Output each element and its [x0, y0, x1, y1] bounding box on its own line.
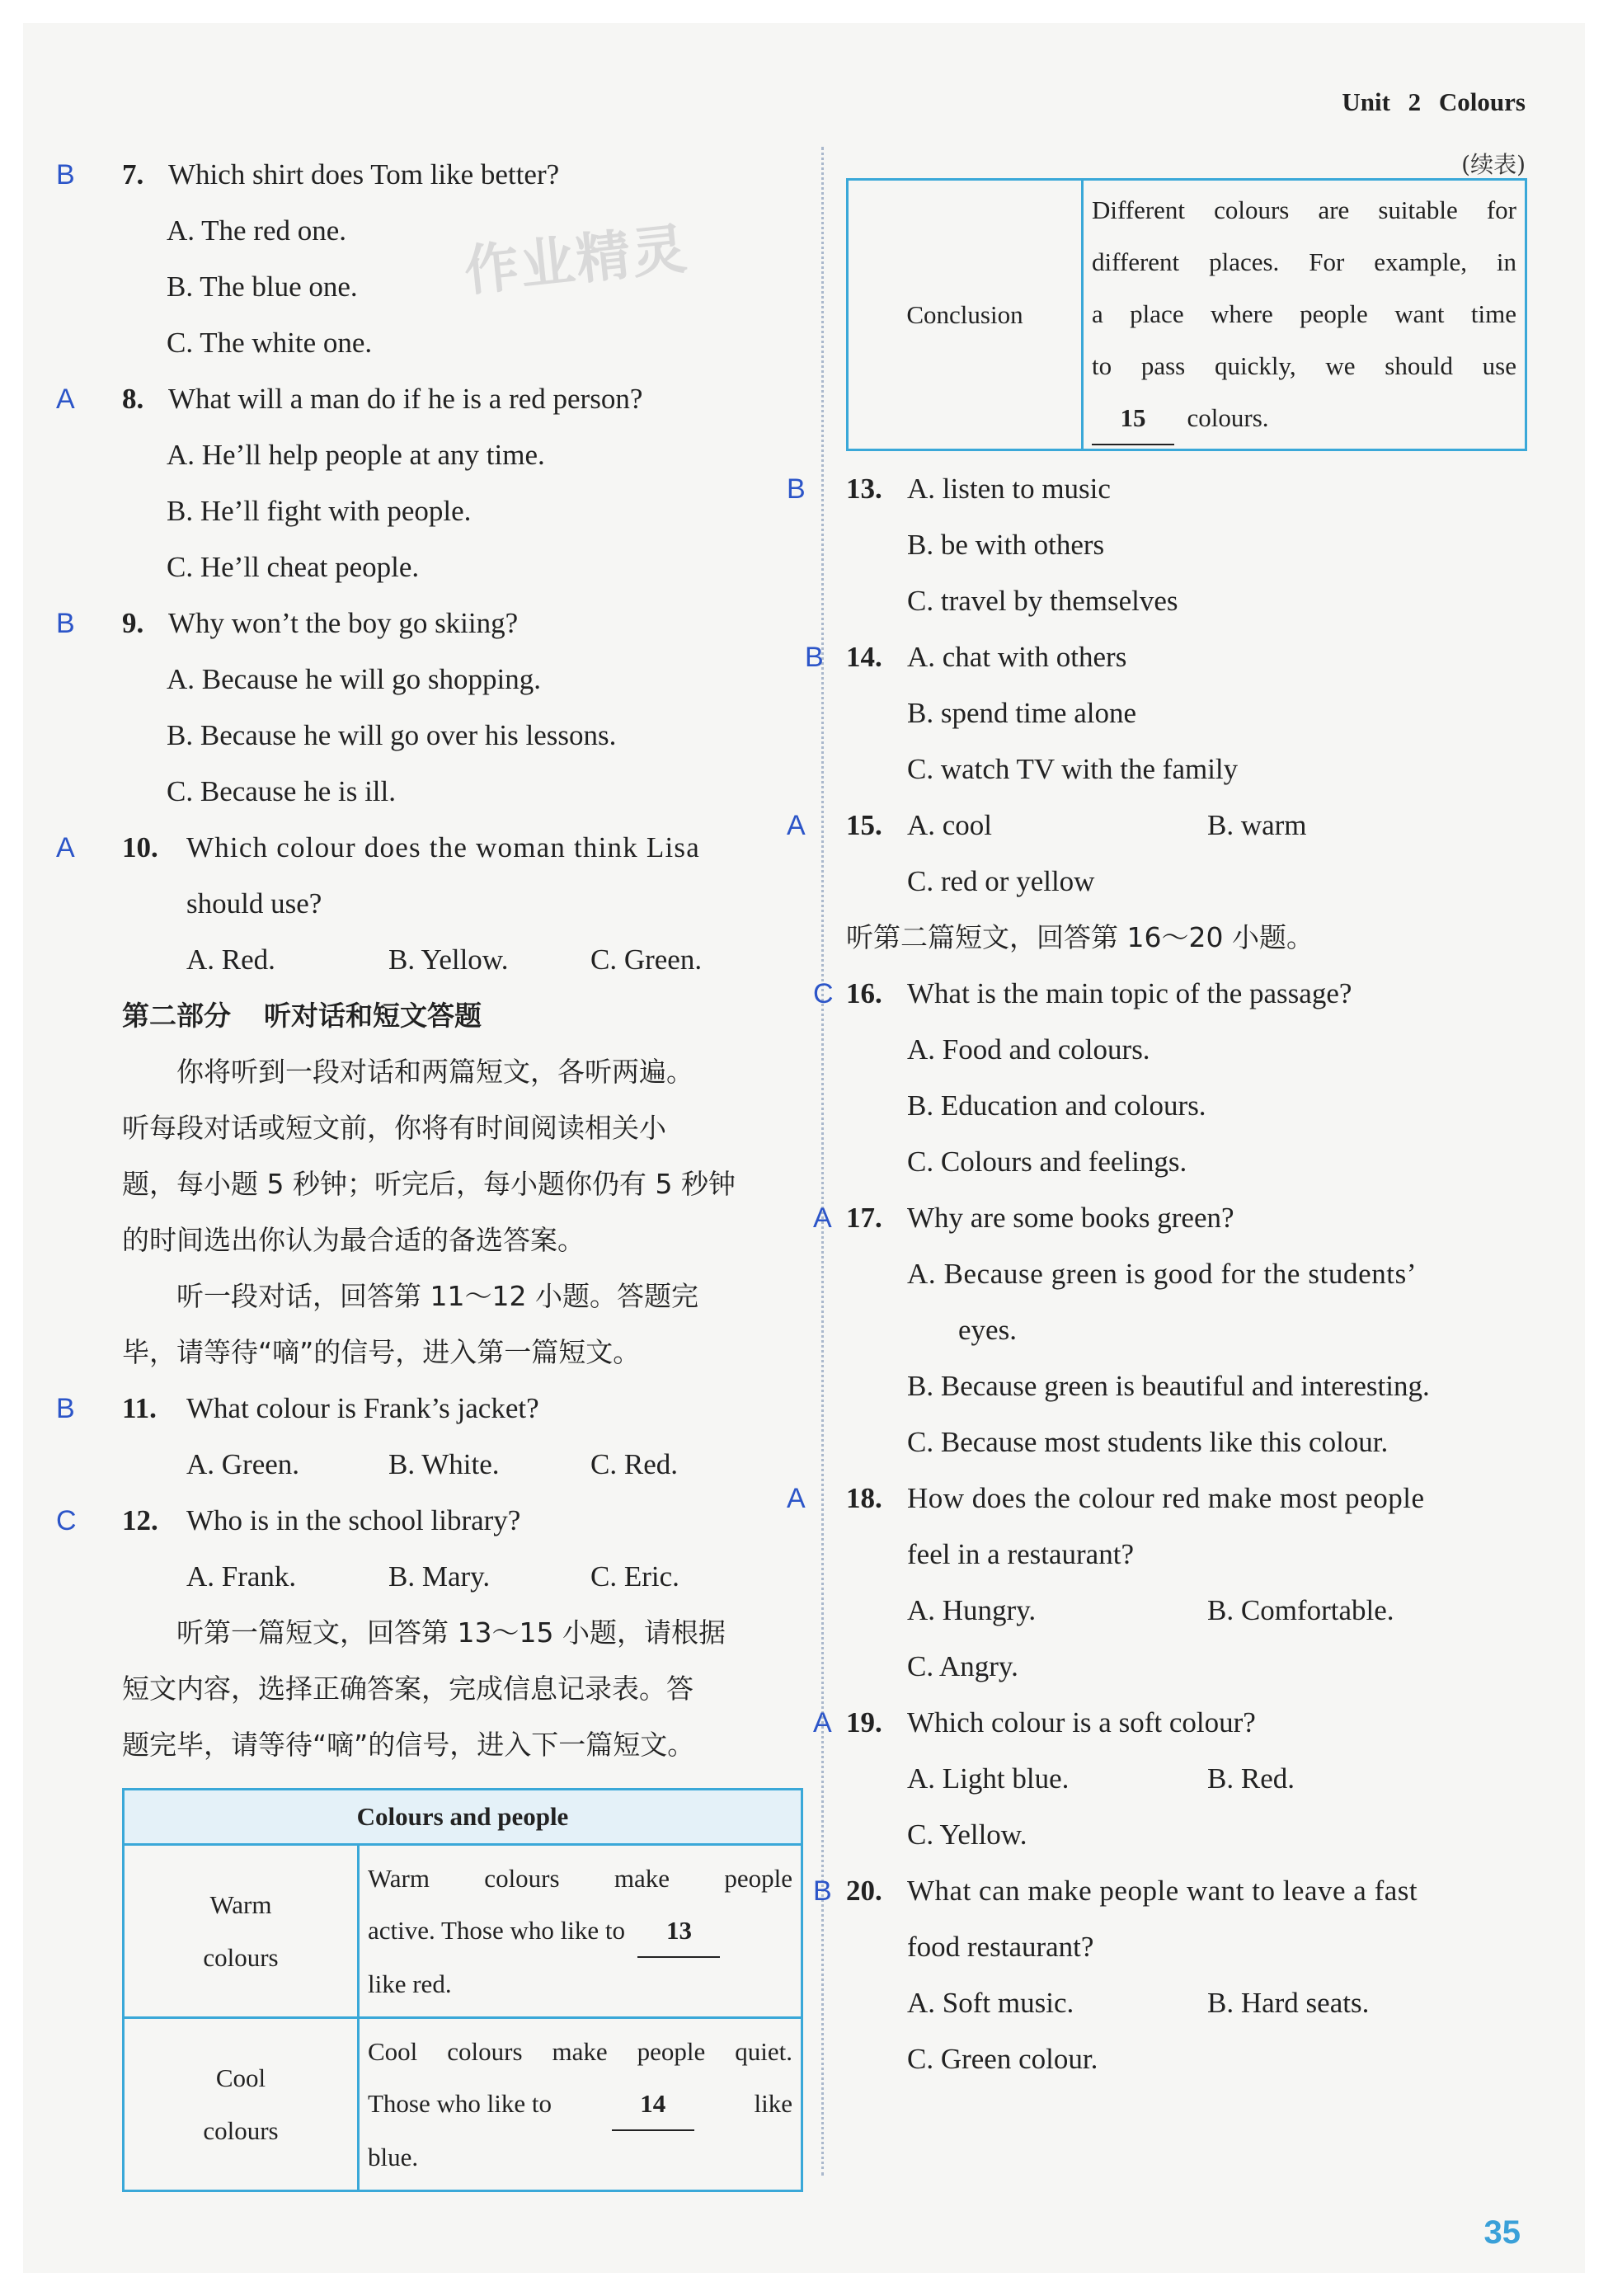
- conclusion-content: [1083, 180, 1526, 450]
- row-text: blue.: [368, 2143, 419, 2171]
- option: A. He’ll help people at any time.: [167, 439, 545, 471]
- option: A. Because he will go shopping.: [167, 663, 541, 695]
- question-number: 12.: [122, 1504, 158, 1536]
- section-heading: 听对话和短文答题: [264, 1000, 482, 1032]
- row-label-warm: [124, 1845, 359, 2018]
- blank-15: 15: [1092, 392, 1174, 445]
- row-text: like: [754, 2089, 792, 2118]
- answer-mark: C: [56, 1505, 77, 1536]
- passage1-instruction: 题完毕，请等待“嘀”的信号，进入下一篇短文。: [122, 1729, 695, 1761]
- passage2-instruction: 听第二篇短文，回答第 16～20 小题。: [846, 921, 1314, 953]
- row-text: like red.: [368, 1969, 452, 1998]
- page-number: 35: [1483, 2214, 1521, 2251]
- conclusion-label: Conclusion: [848, 180, 1083, 450]
- question-text: What will a man do if he is a red person?: [168, 383, 643, 415]
- answer-mark: A: [813, 1202, 832, 1234]
- passage1-instruction: 听第一篇短文，回答第 13～15 小题，请根据: [176, 1616, 726, 1649]
- question-text-cont: should use?: [186, 887, 322, 920]
- colours-people-table: [122, 1788, 803, 2192]
- question-number: 9.: [122, 607, 144, 639]
- row-content-warm: [359, 1845, 802, 2018]
- row-content-cool: [359, 2018, 802, 2191]
- question-text: How does the colour red make most people: [907, 1482, 1425, 1514]
- conclusion-table: [846, 178, 1527, 451]
- answer-mark: B: [805, 642, 824, 673]
- watermark: 作业精灵: [461, 216, 691, 303]
- option: C. travel by themselves: [907, 585, 1178, 617]
- option: B. be with others: [907, 529, 1105, 561]
- option: C. Because he is ill.: [167, 775, 397, 807]
- question-18: [787, 1470, 1530, 1695]
- question-text: Which colour does the woman think Lisa: [186, 831, 700, 863]
- option: A. Food and colours.: [907, 1033, 1150, 1066]
- answer-mark: A: [813, 1707, 832, 1738]
- option: B. Red.: [1207, 1762, 1295, 1795]
- option: A. Light blue.: [907, 1762, 1070, 1795]
- question-number: 14.: [846, 641, 882, 673]
- question-number: 16.: [846, 977, 882, 1009]
- question-20: [813, 1863, 1530, 2087]
- option: B. warm: [1207, 809, 1307, 841]
- continued-label: (续表): [1461, 151, 1526, 178]
- question-number: 18.: [846, 1482, 882, 1514]
- question-12: [56, 1493, 806, 1605]
- option: A. Hungry.: [907, 1594, 1037, 1626]
- option: B. Yellow.: [388, 943, 509, 976]
- question-16: [813, 966, 1530, 1190]
- question-text: What can make people want to leave a fast: [907, 1875, 1418, 1907]
- options-row: [122, 1549, 806, 1605]
- option: C. Eric.: [590, 1560, 679, 1593]
- question-10: [56, 820, 806, 988]
- answer-mark: B: [56, 159, 75, 191]
- options-row: [122, 1437, 806, 1493]
- unit-title: Colours: [1438, 87, 1526, 116]
- instruction-line: 你将听到一段对话和两篇短文，各听两遍。: [176, 1056, 694, 1088]
- question-19: [813, 1695, 1530, 1863]
- unit-label: Unit 2: [1342, 87, 1422, 116]
- blank-14: 14: [612, 2077, 694, 2131]
- option: B. Mary.: [388, 1560, 491, 1593]
- question-text: What is the main topic of the passage?: [907, 977, 1352, 1009]
- section-part: 第二部分: [122, 1000, 231, 1032]
- option: C. He’ll cheat people.: [167, 551, 420, 583]
- answer-mark: B: [56, 608, 75, 639]
- row-text: Warm colours make people: [368, 1864, 792, 1893]
- answer-mark: B: [813, 1875, 832, 1907]
- question-text-cont: feel in a restaurant?: [907, 1538, 1134, 1570]
- option: C. Green.: [590, 943, 703, 976]
- answer-mark: A: [56, 383, 75, 415]
- question-9: [56, 595, 806, 820]
- instruction-line: 题，每小题 5 秒钟；听完后，每小题你仍有 5 秒钟: [122, 1168, 736, 1200]
- question-8: [56, 371, 806, 595]
- row-text: Those who like to: [368, 2089, 552, 2118]
- question-number: 15.: [846, 809, 882, 841]
- question-number: 10.: [122, 831, 158, 863]
- row-text: different places. For example, in: [1092, 247, 1516, 276]
- question-text: What colour is Frank’s jacket?: [186, 1392, 539, 1424]
- option: B. He’ll fight with people.: [167, 495, 472, 527]
- instruction-line: 听每段对话或短文前，你将有时间阅读相关小: [122, 1112, 666, 1144]
- row-text: colours.: [1187, 403, 1269, 432]
- option: A. Red.: [186, 943, 275, 976]
- option: C. The white one.: [167, 327, 373, 359]
- options-row: [846, 1751, 1530, 1807]
- row-text: a place where people want time: [1092, 299, 1516, 328]
- question-text: Who is in the school library?: [186, 1504, 521, 1536]
- option: B. Because he will go over his lessons.: [167, 719, 617, 751]
- right-column: [787, 178, 1530, 2087]
- question-text: Why are some books green?: [907, 1202, 1234, 1234]
- question-text-cont: food restaurant?: [907, 1931, 1094, 1963]
- passage1-instruction: 短文内容，选择正确答案，完成信息记录表。答: [122, 1673, 694, 1705]
- option: C. Angry.: [907, 1650, 1018, 1682]
- question-number: 7.: [122, 158, 144, 191]
- option: B. Education and colours.: [907, 1089, 1206, 1122]
- question-number: 11.: [122, 1392, 157, 1424]
- row-text: active. Those who like to: [368, 1916, 625, 1945]
- question-text: Which shirt does Tom like better?: [168, 158, 560, 191]
- option: C. watch TV with the family: [907, 753, 1239, 785]
- option: A. Soft music.: [907, 1987, 1074, 2019]
- option: C. Green colour.: [907, 2043, 1098, 2075]
- answer-mark: C: [813, 978, 834, 1009]
- question-11: [56, 1381, 806, 1493]
- option: C. Because most students like this colour.: [907, 1426, 1389, 1458]
- options-row: [122, 932, 806, 988]
- row-label-line: Cool: [215, 2063, 266, 2092]
- row-label-cool: [124, 2018, 359, 2191]
- row-label-line: colours: [203, 2115, 279, 2145]
- option: A. Frank.: [186, 1560, 297, 1593]
- option: B. Comfortable.: [1207, 1594, 1394, 1626]
- options-row: [846, 1975, 1530, 2031]
- question-13: [787, 461, 1530, 629]
- option: C. Colours and feelings.: [907, 1146, 1187, 1178]
- dialog-instruction: 毕，请等待“嘀”的信号，进入第一篇短文。: [122, 1336, 641, 1368]
- option: B. The blue one.: [167, 271, 358, 303]
- question-number: 19.: [846, 1706, 882, 1738]
- options-row: [846, 1583, 1530, 1639]
- option: A. chat with others: [907, 641, 1127, 673]
- question-7: [56, 147, 806, 371]
- option: A. Green.: [186, 1448, 300, 1480]
- unit-header: [1342, 87, 1526, 117]
- question-number: 8.: [122, 383, 144, 415]
- answer-mark: A: [787, 1483, 806, 1514]
- question-14: [805, 629, 1530, 797]
- answer-mark: B: [787, 473, 806, 505]
- option: A. listen to music: [907, 473, 1111, 505]
- option-cont: eyes.: [958, 1314, 1017, 1346]
- table-title: Colours and people: [124, 1790, 802, 1845]
- row-text: Cool colours make people quiet.: [368, 2037, 792, 2066]
- question-number: 17.: [846, 1202, 882, 1234]
- left-column: [56, 147, 806, 2192]
- question-number: 13.: [846, 473, 882, 505]
- dialog-instruction: 听一段对话，回答第 11～12 小题。答题完: [176, 1280, 698, 1312]
- row-label-line: Warm: [209, 1889, 272, 1919]
- option: B. Hard seats.: [1207, 1987, 1370, 2019]
- question-15: [787, 797, 1530, 910]
- row-text: to pass quickly, we should use: [1092, 351, 1516, 380]
- option: A. Because green is good for the students’: [907, 1258, 1418, 1290]
- row-label-line: colours: [203, 1942, 279, 1972]
- blank-13: 13: [637, 1904, 720, 1958]
- instruction-line: 的时间选出你认为最合适的备选答案。: [122, 1224, 585, 1256]
- option: B. spend time alone: [907, 697, 1137, 729]
- answer-mark: B: [56, 1393, 75, 1424]
- question-text: Why won’t the boy go skiing?: [168, 607, 519, 639]
- option: C. red or yellow: [907, 865, 1095, 897]
- section-title: [122, 988, 806, 1044]
- option: B. White.: [388, 1448, 500, 1480]
- option: C. Red.: [590, 1448, 678, 1480]
- option: C. Yellow.: [907, 1818, 1027, 1851]
- option: A. cool: [907, 809, 993, 841]
- answer-mark: A: [787, 810, 806, 841]
- option: A. The red one.: [167, 214, 347, 247]
- row-text: Different colours are suitable for: [1092, 195, 1516, 224]
- question-17: [813, 1190, 1530, 1470]
- question-number: 20.: [846, 1875, 882, 1907]
- answer-mark: A: [56, 832, 75, 863]
- option: B. Because green is beautiful and interesting.: [907, 1370, 1430, 1402]
- question-text: Which colour is a soft colour?: [907, 1706, 1256, 1738]
